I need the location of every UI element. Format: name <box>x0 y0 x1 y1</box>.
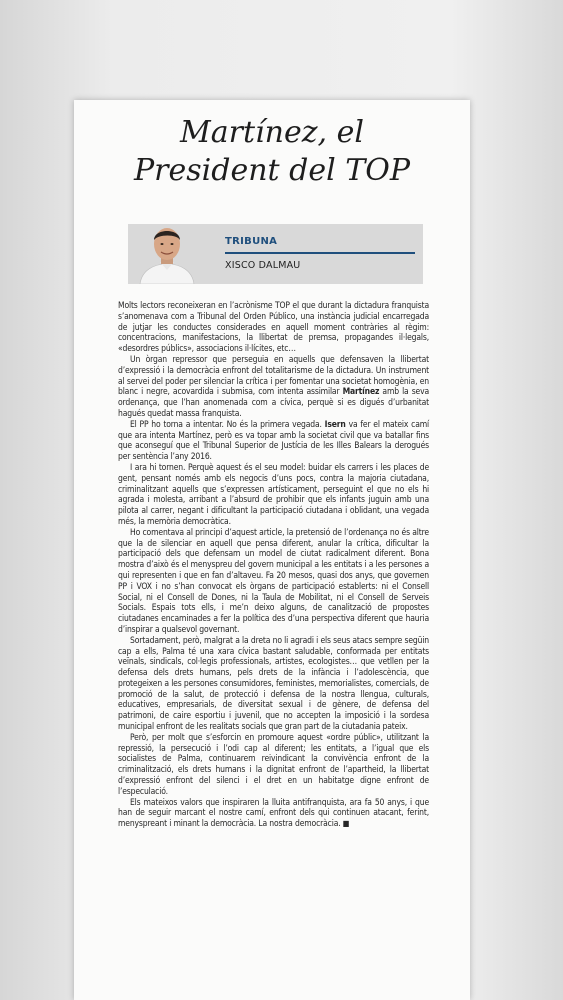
end-mark: ■ <box>342 819 350 829</box>
paragraph-7: Però, per molt que s’esforcin en promoure aquest «ordre públic», utilitzant la repressió, la persecució i l’odi cap al diferent; les entitats, a l’igual que els socialistes de Palma, continuarem reivindicant la convivència enfront de la criminalització, els drets humans i la dignitat enfront de l’apartheid, la llibertat d’expressió enfront del silenci i el dret en un habitatge digne enfront de l’especulació. <box>118 732 429 797</box>
bold-name-martinez: Martínez <box>342 387 380 398</box>
section-label: TRIBUNA <box>225 236 278 247</box>
article-body <box>118 301 429 830</box>
bold-name-isern: Isern <box>324 419 346 430</box>
paragraph-6: Sortadament, però, malgrat a la dreta no li agradi i els seus atacs sempre següin cap a ells, Palma té una xara cívica bastant saludable, conformada per entitats veïnals, sindicals, col·legis professionals, artistes, ecologistes… que vetllen per la defensa dels drets humans, pels drets de la infància i l’adolescència, que protegeixen a les persones consumidores, feministes, memorialistes, comercials, de promoció de la salut, de protecció i defensa de la nostra llengua, culturals, educatives, empresarials, de diversitat sexual i de gènere, de defensa del patrimoni, de caire esportiu i juvenil, que no accepten la imposició i la sordesa municipal enfront de les realitats socials que gran part de la ciutadania pateix. <box>118 635 429 733</box>
byline-box <box>128 224 423 284</box>
paragraph-3: El PP ho torna a intentar. No és la primera vegada. Isern va fer el mateix camí que ara intenta Martínez, però es va topar amb la societat civil que va batallar fins que aconseguí que el Tribunal Superior de Justícia de les Illes Balears la derogués per sentència l’any 2016. <box>118 419 430 463</box>
headline-line-2: President del TOP <box>133 153 411 188</box>
paragraph-1: Molts lectors reconeixeran en l’acrònisme TOP el que durant la dictadura franquista s’anomenava com a Tribunal del Orden Público, una instància judicial encarregada de jutjar les conductes considerades en aquell moment contràries al règim: concentracions, manifestacions, la llibertat de premsa, propagandes il·legals, «desordres públics», associacions il·lícites, etc… <box>118 301 429 355</box>
paragraph-2: Un òrgan repressor que perseguia en aquells que defensaven la llibertat d’expressió i la democràcia enfront del totalitarisme de la dictadura. Un instrument al servei del poder per silenciar la crítica i per fomentar una societat homogènia, en blanc i negre, acovardida i submisa, com intenta assimilar Martínez amb la seva ordenança, que l’han anomenada com a cívica, perquè si es digués d’urbanitat hagués quedat massa franquista. <box>118 354 429 419</box>
paragraph-8: Els mateixos valors que inspiraren la lluita antifranquista, ara fa 50 anys, i que han de seguir marcant el nostre camí, enfront dels qui continuen atacant, ferint, menyspreant i minant la democràcia. La nostra democràcia. ■ <box>118 797 429 830</box>
headline-line-1: Martínez, el <box>180 115 364 150</box>
newspaper-clipping <box>74 100 470 1000</box>
article-headline <box>74 114 470 190</box>
paragraph-5: Ho comentava al principi d’aquest article, la pretensió de l’ordenança no és altre que la de silenciar en aquell que pensa diferent, anular la crítica, dificultar la participació dels que defensam un model de ciutat radicalment diferent. Bona mostra d’això és el menyspreu del govern municipal a les entitats i a les persones a qui representen i que en fan d’altaveu. Fa 20 mesos, quasi dos anys, que governen PP i VOX i no s’han convocat els òrgans de participació establerts: ni el Consell Social, ni el Consell de Dones, ni la Taula de Mobilitat, ni el Consell de Serveis Socials. Espais tots ells, i me’n deixo alguns, de canalització de propostes ciutadanes encaminades a fer la política des d’una perspectiva diferent que hauria d’inspirar a qualsevol governant. <box>118 527 429 635</box>
author-photo <box>136 224 198 284</box>
paragraph-4: I ara hi tornen. Perquè aquest és el seu model: buidar els carrers i les places de gent, pensant només amb els negocis d’uns pocs, contra la majoria ciutadana, criminalitzant aquells que s’expressen artísticament, perseguint el que no els hi agrada i molesta, arribant a l’absurd de prohibir que els infants juguin amb una pilota al carrer, negant i dificultant la participació ciutadana i oblidant, una vegada més, la memòria democràtica. <box>118 462 429 527</box>
author-name: XISCO DALMAU <box>225 260 301 271</box>
section-divider <box>225 252 415 254</box>
